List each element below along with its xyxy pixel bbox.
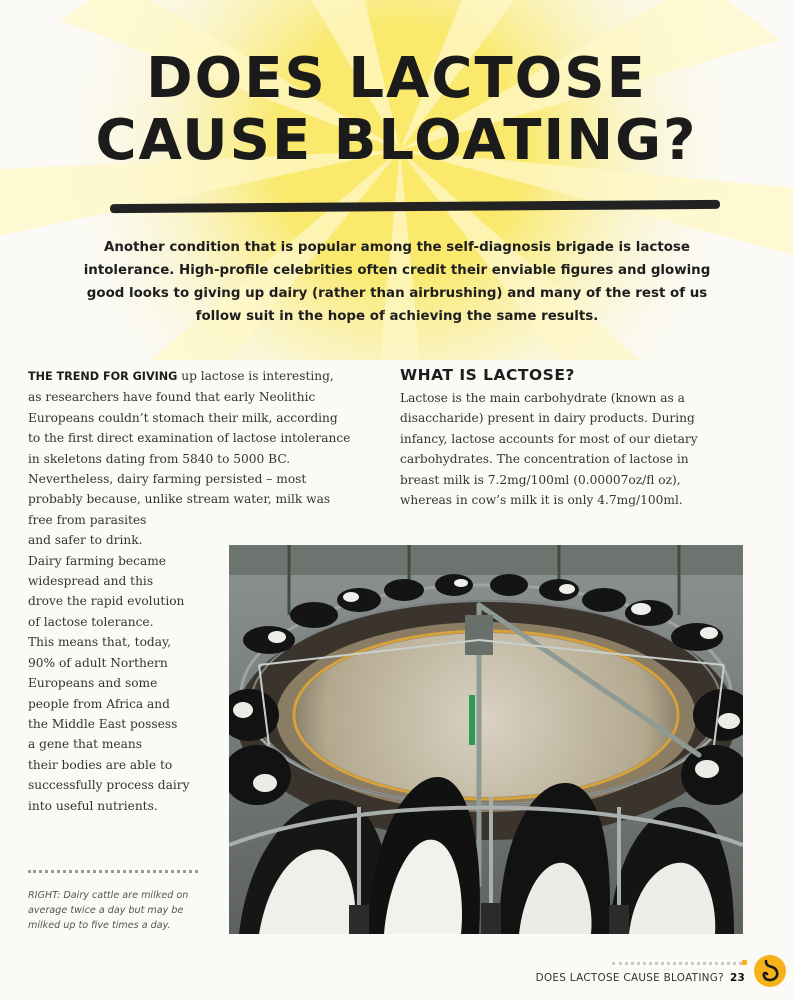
body-line: as researchers have found that early Neolithic <box>28 390 316 405</box>
body-line: and safer to drink. <box>28 533 143 548</box>
body-line: 90% of adult Northern <box>28 655 168 670</box>
article-title: DOES LACTOSE CAUSE BLOATING? <box>95 46 698 173</box>
body-line: Dairy farming became <box>28 553 166 568</box>
section-heading: WHAT IS LACTOSE? <box>400 366 575 384</box>
body-line: the Middle East possess <box>28 716 178 731</box>
caption-divider <box>28 870 198 873</box>
body-line: a gene that means <box>28 737 143 752</box>
body-line: whereas in cow’s milk it is only 4.7mg/100ml. <box>400 493 683 508</box>
body-line: free from parasites <box>28 512 147 527</box>
lead-in: THE TREND FOR GIVING <box>28 370 178 383</box>
body-line: disaccharide) present in dairy products. During <box>400 411 695 426</box>
body-line: people from Africa and <box>28 696 170 711</box>
right-column <box>400 366 740 510</box>
body-line: in skeletons dating from 5840 to 5000 BC. <box>28 451 291 466</box>
footer-dotted-rule <box>612 962 742 965</box>
body-line: infancy, lactose accounts for most of our dietary <box>400 431 698 446</box>
page-footer <box>505 972 745 984</box>
body-line: to the first direct examination of lactose intolerance <box>28 431 351 446</box>
body-line: breast milk is 7.2mg/100ml (0.00007oz/fl oz), <box>400 472 681 487</box>
body-line: This means that, today, <box>28 635 172 650</box>
body-line: Lactose is the main carbohydrate (known as a <box>400 391 685 405</box>
body-line: successfully process dairy <box>28 778 190 793</box>
running-title: DOES LACTOSE CAUSE BLOATING? <box>535 972 724 984</box>
body-line: of lactose tolerance. <box>28 614 154 629</box>
photo-caption: RIGHT: Dairy cattle are milked on average twice a day but may be milked up to five times a day. <box>28 890 189 931</box>
body-line: probably because, unlike stream water, milk was <box>28 492 331 507</box>
stomach-icon <box>753 954 787 988</box>
page-number: 23 <box>729 972 745 984</box>
left-paragraph <box>28 366 383 387</box>
body-line: drove the rapid evolution <box>28 594 185 609</box>
body-line: into useful nutrients. <box>28 798 158 813</box>
body-line: their bodies are able to <box>28 757 173 772</box>
footer-accent-dot <box>742 960 747 965</box>
body-line: Europeans couldn’t stomach their milk, according <box>28 410 338 425</box>
body-line: widespread and this <box>28 574 154 589</box>
body-line: up lactose is interesting, <box>177 369 334 383</box>
standfirst: Another condition that is popular among the self-diagnosis brigade is lactose intolerance. High-profile celebrities often credit their enviable figures and glowing good looks to giving up dairy (rather than airbrushing) and many of the rest of us follow suit in the hope of achieving the same results. <box>83 240 711 324</box>
body-line: Nevertheless, dairy farming persisted – most <box>28 472 307 487</box>
milking-parlour-photo <box>229 545 743 934</box>
body-line: carbohydrates. The concentration of lactose in <box>400 452 689 467</box>
body-line: Europeans and some <box>28 676 158 691</box>
